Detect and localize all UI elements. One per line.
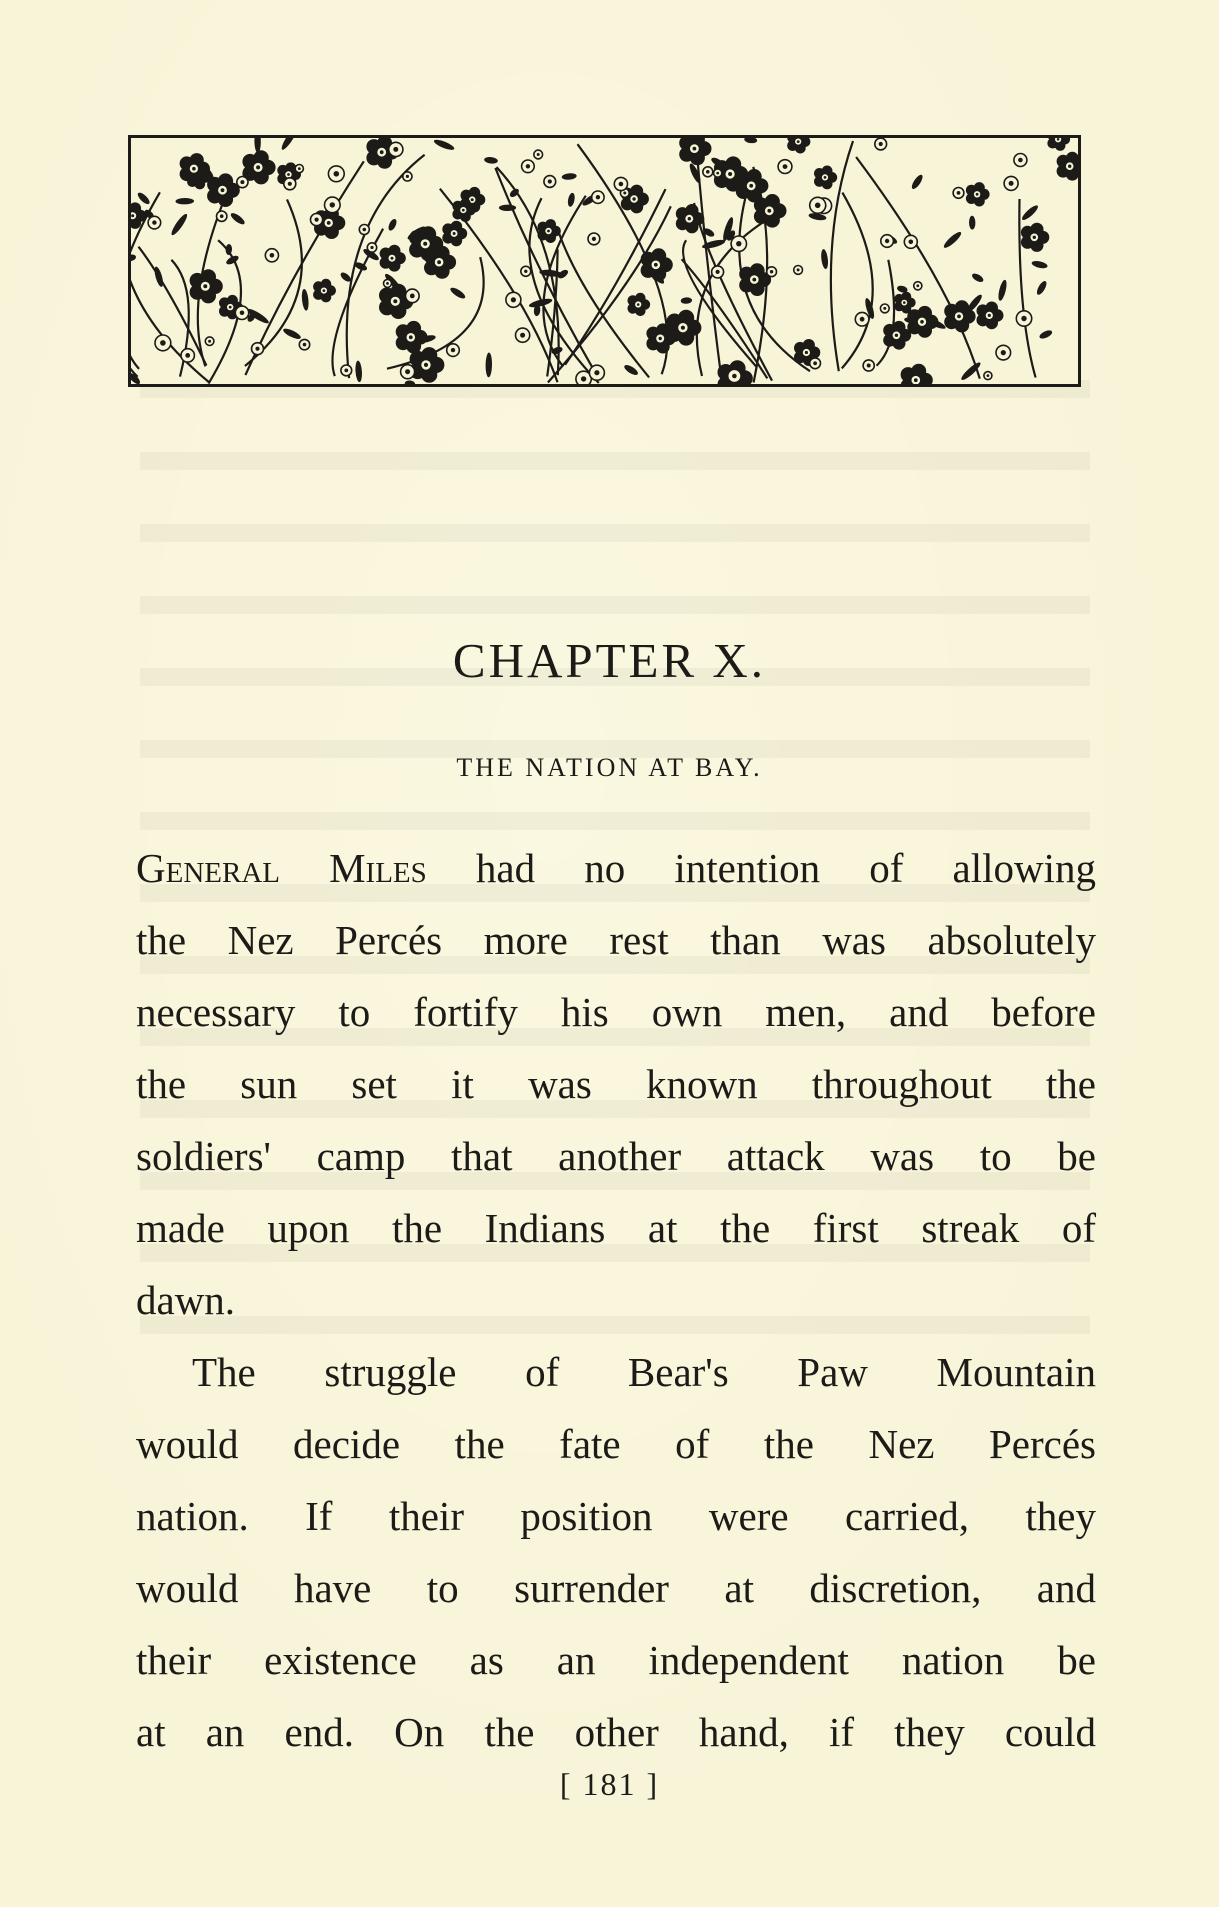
paragraph-1-line-7: dawn. [136, 1277, 236, 1323]
page-number: [ 181 ] [559, 1766, 660, 1802]
paragraph-2-line-4: would have to surrender at discretion, and [136, 1565, 1096, 1611]
opening-small-caps: General Miles [136, 845, 427, 891]
paragraph-2-line-1: The struggle of Bear's Paw Mountain [192, 1349, 1096, 1395]
paragraph-1-line-6: made upon the Indians at the first streak of [136, 1205, 1096, 1251]
paragraph-1-line-5: soldiers' camp that another attack was to be [136, 1133, 1096, 1179]
paragraph-2-line-3: nation. If their position were carried, they [136, 1493, 1096, 1539]
chapter-subtitle: THE NATION AT BAY. [456, 753, 763, 782]
paragraph-1-line-2: the Nez Percés more rest than was absolutely [136, 917, 1096, 963]
paragraph-2-line-5: their existence as an independent nation be [136, 1637, 1096, 1683]
floral-headpiece-icon [128, 135, 1081, 387]
paragraph-2-line-2: would decide the fate of the Nez Percés [136, 1421, 1096, 1467]
paragraph-1-line-1: General Miles had no intention of allowing [136, 845, 1096, 891]
paragraph-1-line-3: necessary to fortify his own men, and before [136, 989, 1096, 1035]
chapter-title: CHAPTER X. [452, 633, 767, 688]
paragraph-2-line-6: at an end. On the other hand, if they could [136, 1709, 1096, 1755]
paragraph-1-line-4: the sun set it was known throughout the [136, 1061, 1096, 1107]
body-text [136, 832, 1096, 1768]
